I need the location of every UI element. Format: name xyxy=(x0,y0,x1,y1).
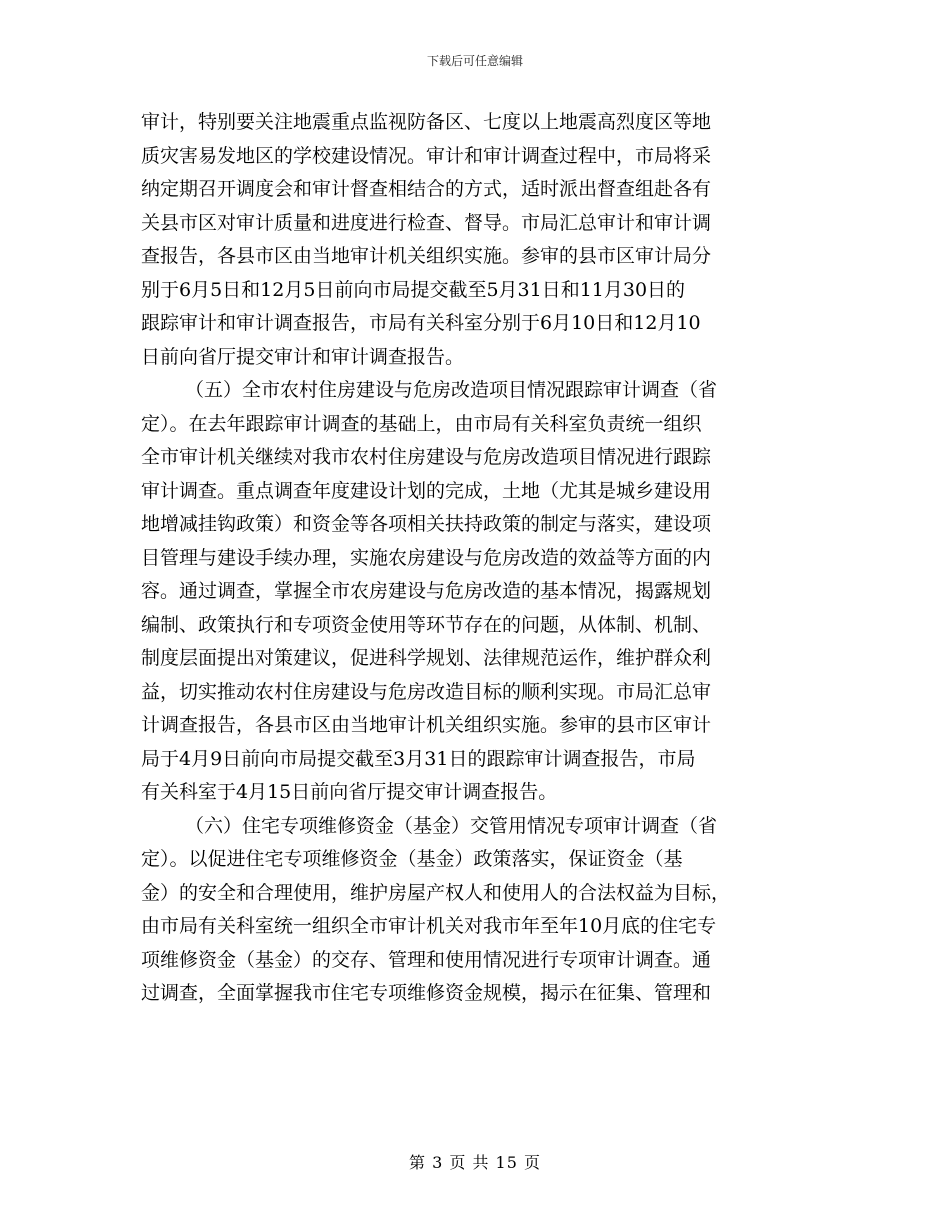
text-line: 过调查，全面掌握我市住宅专项维修资金规模，揭示在征集、管理和 xyxy=(141,982,712,1004)
text-line: 局于4月9日前向市局提交截至3月31日的跟踪审计调查报告，市局 xyxy=(141,747,696,770)
text-line: 益，切实推动农村住房建设与危房改造目标的顺利实现。市局汇总审 xyxy=(141,680,712,703)
text-line: 审计调查。重点调查年度建设计划的完成，土地（尤其是城乡建设用 xyxy=(141,479,712,502)
text-line: 跟踪审计和审计调查报告，市局有关科室分别于6月10日和12月10 xyxy=(141,312,701,334)
text-line: 目管理与建设手续办理，实施农房建设与危房改造的效益等方面的内 xyxy=(141,546,712,569)
text-line: 关县市区对审计质量和进度进行检查、督导。市局汇总审计和审计调 xyxy=(141,211,712,234)
text-line: 制度层面提出对策建议，促进科学规划、法律规范运作，维护群众利 xyxy=(141,647,712,669)
text-line: 别于6月5日和12月5日前向市局提交截至5月31日和11月30日的 xyxy=(141,278,686,301)
text-line: 计调查报告，各县市区由当地审计机关组织实施。参审的县市区审计 xyxy=(141,714,712,736)
text-line: 编制、政策执行和专项资金使用等环节存在的问题，从体制、机制、 xyxy=(141,613,712,636)
text-line: 全市审计机关继续对我市农村住房建设与危房改造项目情况进行跟踪 xyxy=(141,446,712,468)
page-footer: 第 3 页 共 15 页 xyxy=(409,1153,541,1172)
text-line: 质灾害易发地区的学校建设情况。审计和审计调查过程中，市局将采 xyxy=(141,144,712,167)
text-line: 容。通过调查，掌握全市农房建设与危房改造的基本情况，揭露规划 xyxy=(141,580,712,602)
text-line: 查报告，各县市区由当地审计机关组织实施。参审的县市区审计局分 xyxy=(141,245,712,267)
text-line: 有关科室于4月15日前向省厅提交审计调查报告。 xyxy=(141,781,558,803)
text-line: 审计，特别要关注地震重点监视防备区、七度以上地震高烈度区等地 xyxy=(141,111,712,133)
body-text xyxy=(141,106,806,1011)
text-line: 纳定期召开调度会和审计督查相结合的方式，适时派出督查组赴各有 xyxy=(141,178,712,200)
text-line: 由市局有关科室统一组织全市审计机关对我市年至年10月底的住宅专 xyxy=(141,915,717,937)
paragraph-start-line: （六）住宅专项维修资金（基金）交管用情况专项审计调查（省 xyxy=(185,814,718,837)
text-line: 地增减挂钩政策）和资金等各项相关扶持政策的制定与落实，建设项 xyxy=(141,513,712,535)
text-line: 金）的安全和合理使用，维护房屋产权人和使用人的合法权益为目标， xyxy=(141,881,731,904)
text-line: 项维修资金（基金）的交存、管理和使用情况进行专项审计调查。通 xyxy=(141,948,712,971)
text-line: 定）。在去年跟踪审计调查的基础上，由市局有关科室负责统一组织 xyxy=(141,412,702,435)
paragraph-start-line: （五）全市农村住房建设与危房改造项目情况跟踪审计调查（省 xyxy=(185,379,718,401)
page-header: 下载后可任意编辑 xyxy=(426,54,523,68)
text-line: 定）。以促进住宅专项维修资金（基金）政策落实，保证资金（基 xyxy=(141,848,683,870)
text-line: 日前向省厅提交审计和审计调查报告。 xyxy=(141,345,465,368)
